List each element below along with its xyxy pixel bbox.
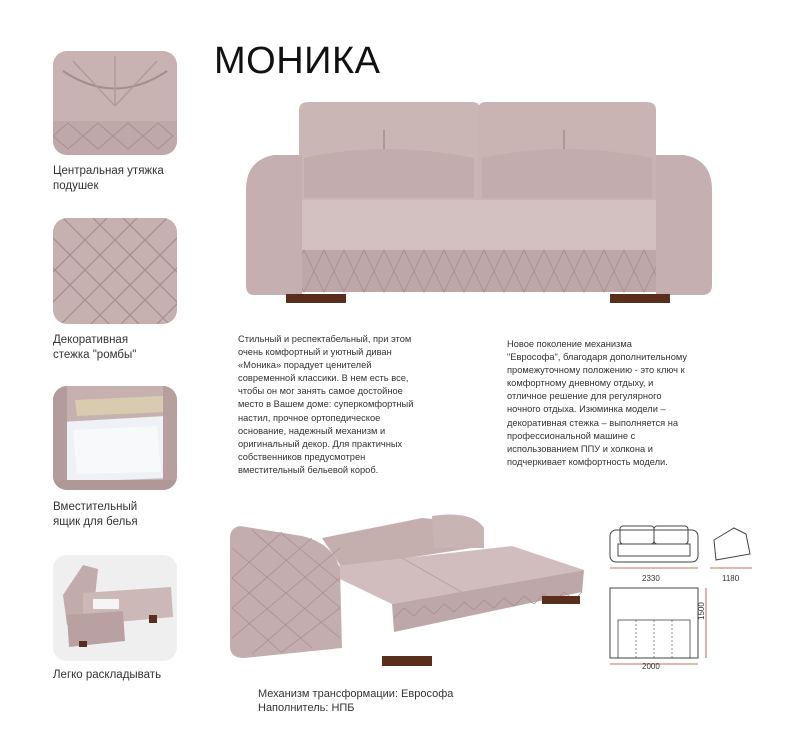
description-line: современной классики. В нем есть все, xyxy=(238,373,409,384)
description-line: основание, надежный механизм и xyxy=(238,425,386,436)
description-line: очень комфортный и уютный диван xyxy=(238,347,392,358)
description-line: подчеркивает комфортность модели. xyxy=(507,456,668,467)
cushion-tufting-photo xyxy=(53,51,177,155)
description-line: место в Вашем доме: суперкомфортный xyxy=(238,399,414,410)
description-line: Стильный и респектабельный, при этом xyxy=(238,334,412,344)
spec-mechanism: Механизм трансформации: Еврософа xyxy=(258,688,454,700)
description-line: декоративная стежка – выполняется на xyxy=(507,417,679,428)
spec-filler: Наполнитель: НПБ xyxy=(258,702,355,714)
sofa-unfolded-image xyxy=(222,508,590,678)
description-line: профессиональной машине с xyxy=(507,430,636,441)
caption-line: ящик для белья xyxy=(53,516,138,528)
caption-line: подушек xyxy=(53,180,99,192)
caption-line: стежка "ромбы" xyxy=(53,349,137,361)
description-line: «Моника» порадует ценителей xyxy=(238,360,372,371)
description-line: ночного отдыха. Изюминка модели – xyxy=(507,404,666,415)
caption-line: Декоративная xyxy=(53,334,129,346)
description-line: комфортному дневному отдыху, и xyxy=(507,378,654,389)
dimension-bed-width: 1500 xyxy=(697,602,706,620)
dimension-width: 2330 xyxy=(642,574,660,583)
dimension-bed-length: 2000 xyxy=(642,662,660,671)
caption-line: Вместительный xyxy=(53,501,138,513)
caption-line: Легко раскладывать xyxy=(53,669,162,681)
sofa-main-image xyxy=(244,100,714,310)
description-line: вместительный бельевой короб. xyxy=(238,464,379,475)
side-view-drawing xyxy=(710,528,752,568)
description-line: чтобы он мог занять самое достойное xyxy=(238,386,403,397)
front-view-drawing xyxy=(610,526,698,568)
description-right xyxy=(507,338,757,469)
dimension-diagram xyxy=(600,520,780,685)
feature-caption-4 xyxy=(53,668,193,683)
product-title: МОНИКА xyxy=(214,40,381,82)
feature-caption-3 xyxy=(53,500,193,530)
dimension-depth: 1180 xyxy=(722,574,740,583)
description-line: использованием ППУ и холкона и xyxy=(507,443,653,454)
storage-box-photo xyxy=(53,386,177,490)
description-line: "Еврософа", благодаря дополнительному xyxy=(507,352,688,363)
description-line: отличное решение для регулярного xyxy=(507,391,662,402)
diamond-stitch-photo xyxy=(53,218,177,324)
description-left xyxy=(238,333,468,477)
description-line: оригинальный декор. Для практичных xyxy=(238,438,403,449)
description-line: Новое поколение механизма xyxy=(507,339,632,349)
unfolded-sofa-photo xyxy=(53,555,177,661)
description-line: промежуточному положению - это ключ к xyxy=(507,365,685,376)
feature-caption-2 xyxy=(53,333,193,363)
top-view-drawing xyxy=(610,588,706,664)
feature-caption-1 xyxy=(53,164,193,194)
description-line: настил, прочное ортопедическое xyxy=(238,412,381,423)
caption-line: Центральная утяжка xyxy=(53,165,164,177)
description-line: собственников предусмотрен xyxy=(238,451,366,462)
